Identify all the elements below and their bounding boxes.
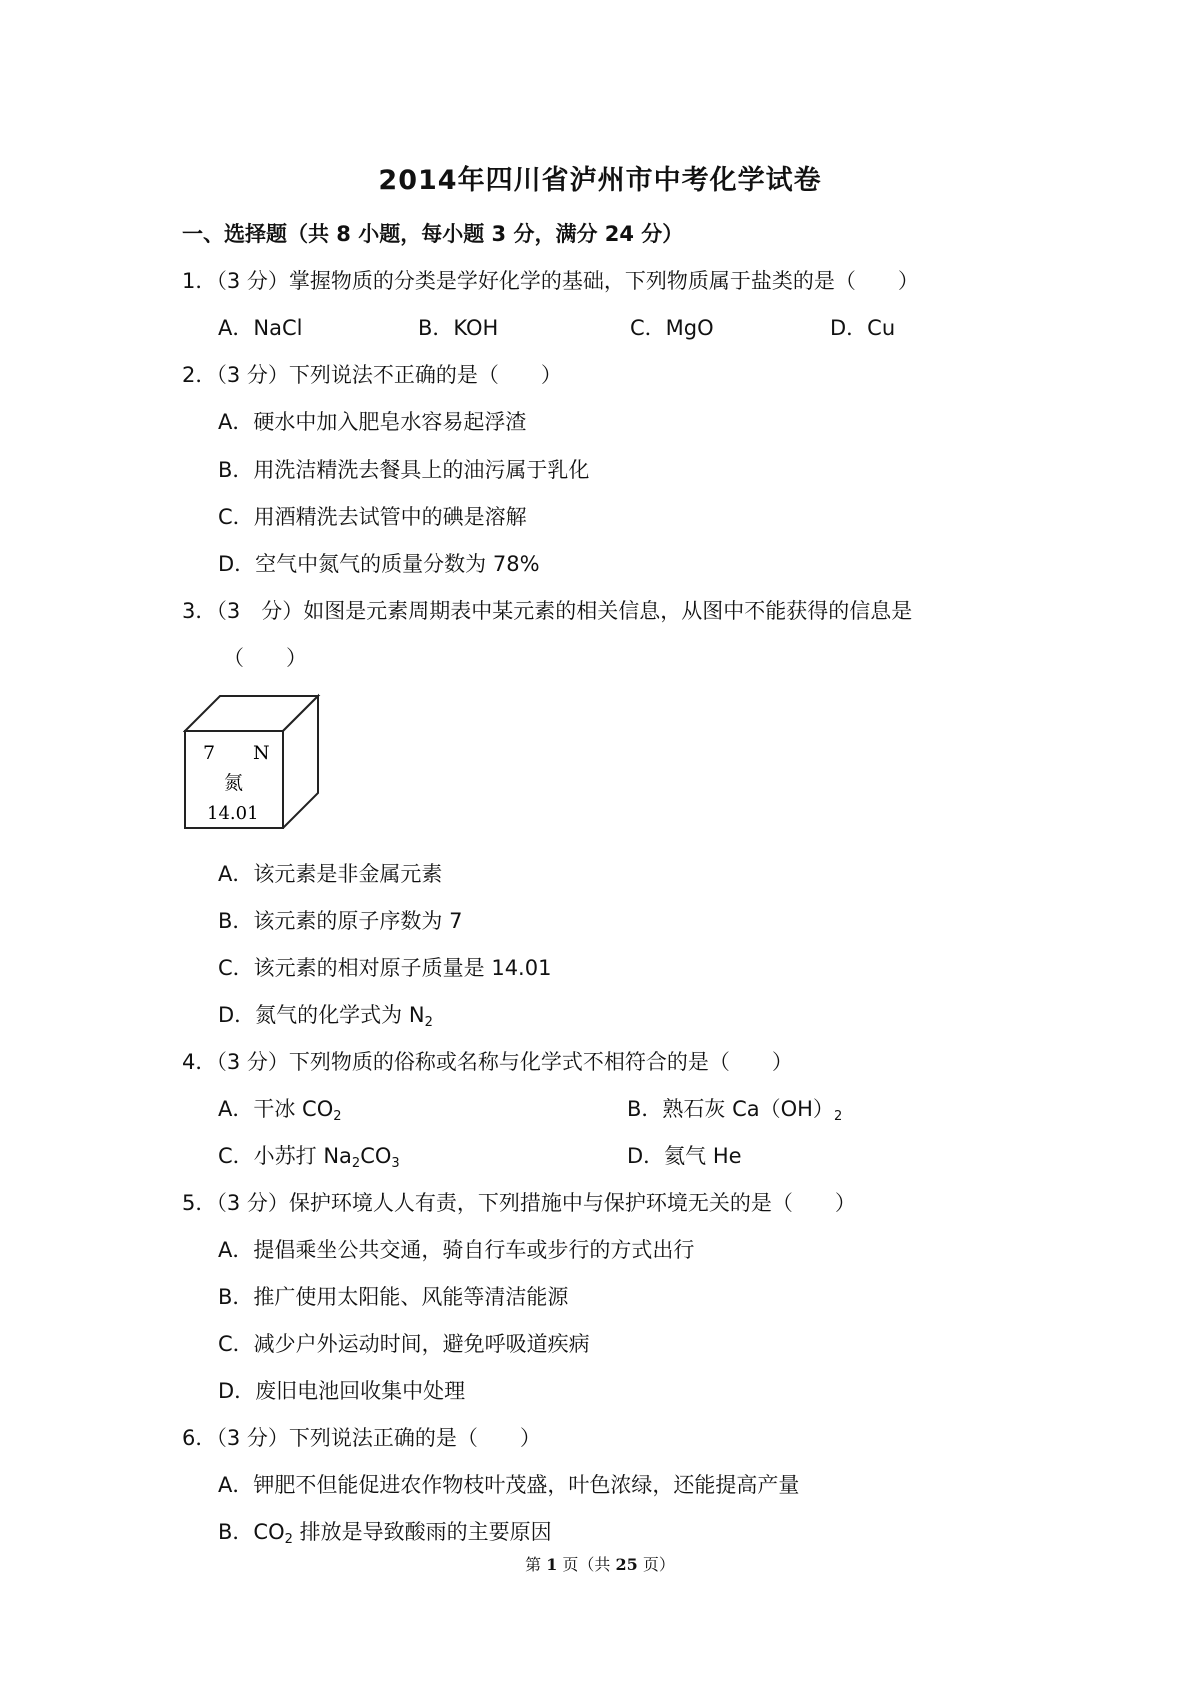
- question-3-stem-continued: （ ）: [223, 646, 307, 670]
- element-atomic-number: 7: [203, 742, 216, 764]
- question-2-option-b: B．用洗洁精洗去餐具上的油污属于乳化: [218, 458, 590, 482]
- question-4-option-b: B．熟石灰 $Ca(OH)_2$: [627, 1097, 843, 1124]
- question-2-stem: 2．（3 分）下列说法不正确的是（ ）: [182, 363, 562, 387]
- element-symbol: N: [253, 742, 270, 764]
- question-4-option-a: A．干冰 $CO_2$: [218, 1097, 342, 1124]
- question-1-option-b: B．KOH: [418, 316, 499, 340]
- element-name: 氮: [224, 772, 244, 794]
- question-5-option-d: D．废旧电池回收集中处理: [218, 1379, 466, 1403]
- question-1-option-a: A．NaCl: [218, 316, 303, 340]
- question-4-option-d: D．氦气 He: [627, 1144, 742, 1168]
- question-5-option-a: A．提倡乘坐公共交通，骑自行车或步行的方式出行: [218, 1238, 695, 1262]
- question-5-option-b: B．推广使用太阳能、风能等清洁能源: [218, 1285, 569, 1309]
- element-cell-figure: [183, 693, 323, 829]
- question-4-option-c: C．小苏打 $Na_2CO_3$: [218, 1144, 400, 1171]
- question-3-option-a: A．该元素是非金属元素: [218, 862, 443, 886]
- question-2-option-d: D．空气中氮气的质量分数为 78%: [218, 552, 540, 576]
- question-6-option-a: A．钾肥不但能促进农作物枝叶茂盛，叶色浓绿，还能提高产量: [218, 1473, 800, 1497]
- question-3-option-c: C．该元素的相对原子质量是 14.01: [218, 956, 552, 980]
- question-6-option-b: B．$CO_2$ 排放是导致酸雨的主要原因: [218, 1520, 552, 1547]
- question-6-stem: 6．（3 分）下列说法正确的是（ ）: [182, 1426, 541, 1450]
- question-1-stem: 1．（3 分）掌握物质的分类是学好化学的基础，下列物质属于盐类的是（ ）: [182, 269, 919, 293]
- total-page-count: 25: [615, 1555, 638, 1574]
- question-1-option-d: D．Cu: [830, 316, 896, 340]
- page-footer: 第 1 页（共 25 页）: [525, 1555, 675, 1574]
- question-4-stem: 4．（3 分）下列物质的俗称或名称与化学式不相符合的是（ ）: [182, 1050, 793, 1074]
- section-heading: 一、选择题（共 8 小题，每小题 3 分，满分 24 分）: [182, 222, 684, 246]
- question-2-option-a: A．硬水中加入肥皂水容易起浮渣: [218, 410, 527, 434]
- question-5-stem: 5．（3 分）保护环境人人有责，下列措施中与保护环境无关的是（ ）: [182, 1191, 856, 1215]
- page-title: 2014年四川省泸州市中考化学试卷: [378, 165, 822, 196]
- question-5-option-c: C．减少户外运动时间，避免呼吸道疾病: [218, 1332, 590, 1356]
- question-3-option-d: D．氮气的化学式为 $N_2$: [218, 1003, 433, 1030]
- current-page-number: 1: [546, 1555, 558, 1574]
- element-atomic-mass: 14.01: [207, 803, 259, 824]
- question-3-stem: 3．（3 分）如图是元素周期表中某元素的相关信息，从图中不能获得的信息是: [182, 599, 913, 623]
- question-3-option-b: B．该元素的原子序数为 7: [218, 909, 463, 933]
- question-1-option-c: C．MgO: [630, 316, 714, 340]
- question-2-option-c: C．用酒精洗去试管中的碘是溶解: [218, 505, 527, 529]
